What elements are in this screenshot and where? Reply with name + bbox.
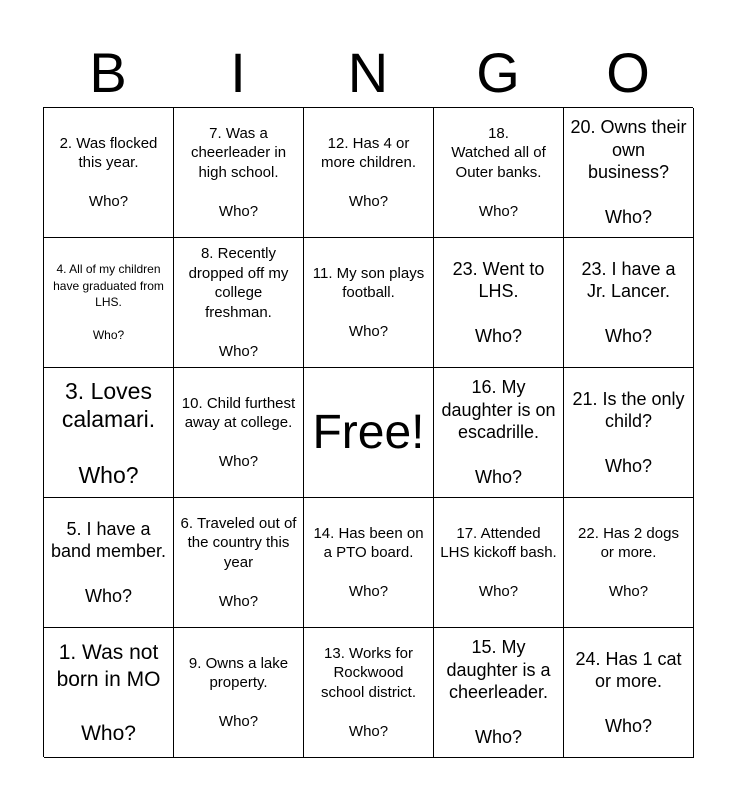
bingo-cell: 6. Traveled out of the country this year Who? bbox=[174, 498, 304, 628]
header-letter-i: I bbox=[230, 41, 246, 104]
bingo-cell: 13. Works for Rockwood school district. Who? bbox=[304, 628, 434, 758]
bingo-cell: 4. All of my children have graduated from LHS. Who? bbox=[44, 238, 174, 368]
bingo-cell: 12. Has 4 or more children. Who? bbox=[304, 108, 434, 238]
bingo-cell: 5. I have a band member. Who? bbox=[44, 498, 174, 628]
bingo-cell: 8. Recently dropped off my college freshman. Who? bbox=[174, 238, 304, 368]
bingo-cell: 20. Owns their own business? Who? bbox=[564, 108, 694, 238]
bingo-cell: 14. Has been on a PTO board. Who? bbox=[304, 498, 434, 628]
bingo-cell: 22. Has 2 dogs or more. Who? bbox=[564, 498, 694, 628]
bingo-cell: 1. Was not born in MO Who? bbox=[44, 628, 174, 758]
header-letter-g: G bbox=[476, 41, 520, 104]
header-letter-n: N bbox=[347, 41, 389, 104]
header-letter-o: O bbox=[606, 41, 650, 104]
bingo-cell: 18. Watched all of Outer banks. Who? bbox=[434, 108, 564, 238]
header-letter-b: B bbox=[89, 41, 127, 104]
bingo-cell: 24. Has 1 cat or more. Who? bbox=[564, 628, 694, 758]
free-space: Free! bbox=[304, 368, 434, 498]
bingo-cell: 21. Is the only child? Who? bbox=[564, 368, 694, 498]
bingo-cell: 2. Was flocked this year. Who? bbox=[44, 108, 174, 238]
bingo-cell: 16. My daughter is on escadrille. Who? bbox=[434, 368, 564, 498]
bingo-cell: 10. Child furthest away at college. Who? bbox=[174, 368, 304, 498]
bingo-cell: 23. I have a Jr. Lancer. Who? bbox=[564, 238, 694, 368]
bingo-header bbox=[43, 40, 693, 106]
bingo-board bbox=[43, 107, 693, 757]
bingo-cell: 7. Was a cheerleader in high school. Who? bbox=[174, 108, 304, 238]
bingo-cell: 11. My son plays football. Who? bbox=[304, 238, 434, 368]
bingo-cell: 9. Owns a lake property. Who? bbox=[174, 628, 304, 758]
bingo-cell: 17. Attended LHS kickoff bash. Who? bbox=[434, 498, 564, 628]
bingo-cell: 3. Loves calamari. Who? bbox=[44, 368, 174, 498]
bingo-cell: 15. My daughter is a cheerleader. Who? bbox=[434, 628, 564, 758]
bingo-cell: 23. Went to LHS. Who? bbox=[434, 238, 564, 368]
